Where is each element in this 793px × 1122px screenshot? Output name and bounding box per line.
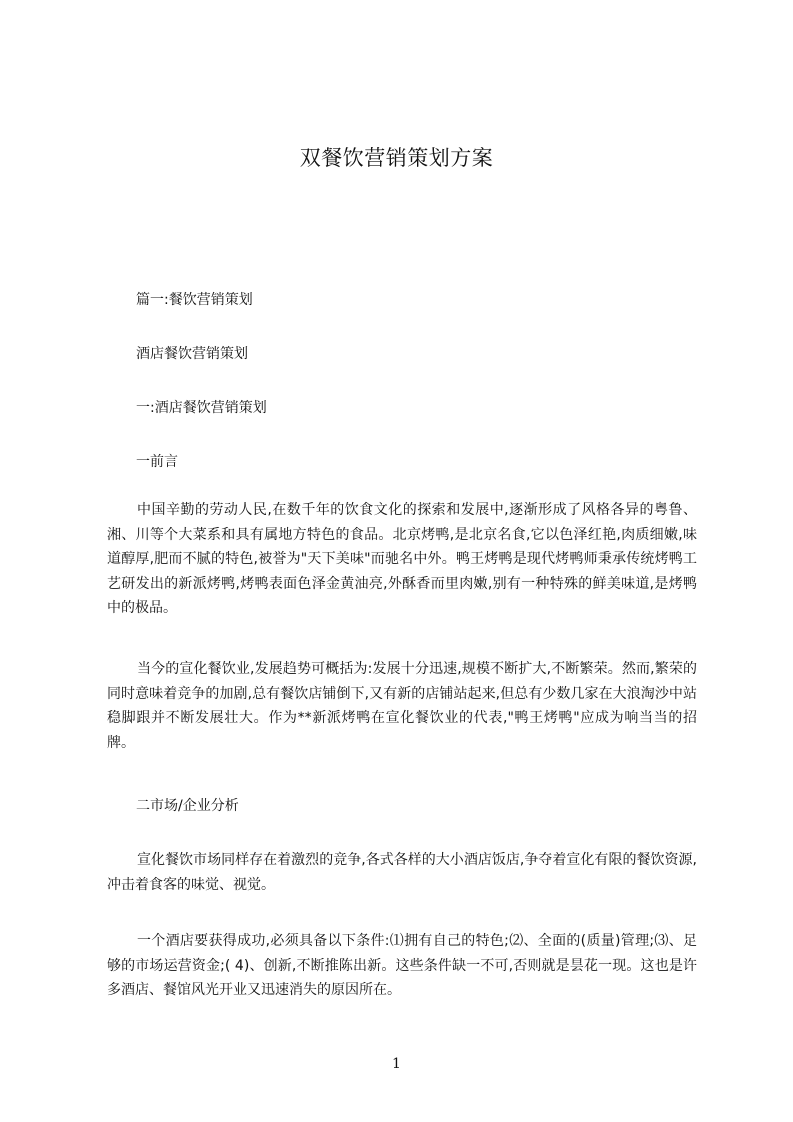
paragraph-intro: 中国辛勤的劳动人民,在数千年的饮食文化的探索和发展中,逐渐形成了风格各异的粤鲁、湘、川等个大菜系和具有属地方特色的食品。北京烤鸭,是北京名食,它以色泽红艳,肉质细嫩,味道醇厚,肥而不腻的特色,被誉为"天下美味"而驰名中外。鸭王烤鸭是现代烤鸭师秉承传统烤鸭工艺研发出的新派烤鸭,烤鸭表面色泽金黄油亮,外酥香而里肉嫩,别有一种特殊的鲜美味道,是烤鸭中的极品。 <box>107 502 697 616</box>
document-title: 双餐饮营销策划方案 <box>299 146 494 170</box>
heading-section-one: 篇一:餐饮营销策划 <box>136 292 253 308</box>
paragraph-success-conditions: 一个酒店要获得成功,必须具备以下条件:⑴拥有自己的特色;⑵、全面的(质量)管理;⑶、足够的市场运营资金;( 4)、创新,不断推陈出新。这些条件缺一不可,否则就是昙花一现。这也是许多酒店、餐馆风光开业又迅速消失的原因所在。 <box>107 933 697 998</box>
page-number: 1 <box>392 1056 401 1072</box>
heading-part-one: 一:酒店餐饮营销策划 <box>136 400 267 416</box>
paragraph-market-competition: 宣化餐饮市场同样存在着激烈的竞争,各式各样的大小酒店饭店,争夺着宣化有限的餐饮资源,冲击着食客的味觉、视觉。 <box>107 852 697 893</box>
heading-hotel-plan: 酒店餐饮营销策划 <box>136 346 248 362</box>
paragraph-industry-trend: 当今的宣化餐饮业,发展趋势可概括为:发展十分迅速,规模不断扩大,不断繁荣。然而,繁荣的同时意味着竞争的加剧,总有餐饮店铺倒下,又有新的店铺站起来,但总有少数几家在大浪淘沙中站稳脚跟并不断发展壮大。作为**新派烤鸭在宣化餐饮业的代表,"鸭王烤鸭"应成为响当当的招牌。 <box>107 661 697 751</box>
heading-preface: 一前言 <box>136 454 178 470</box>
heading-market-analysis: 二市场/企业分析 <box>136 798 239 814</box>
